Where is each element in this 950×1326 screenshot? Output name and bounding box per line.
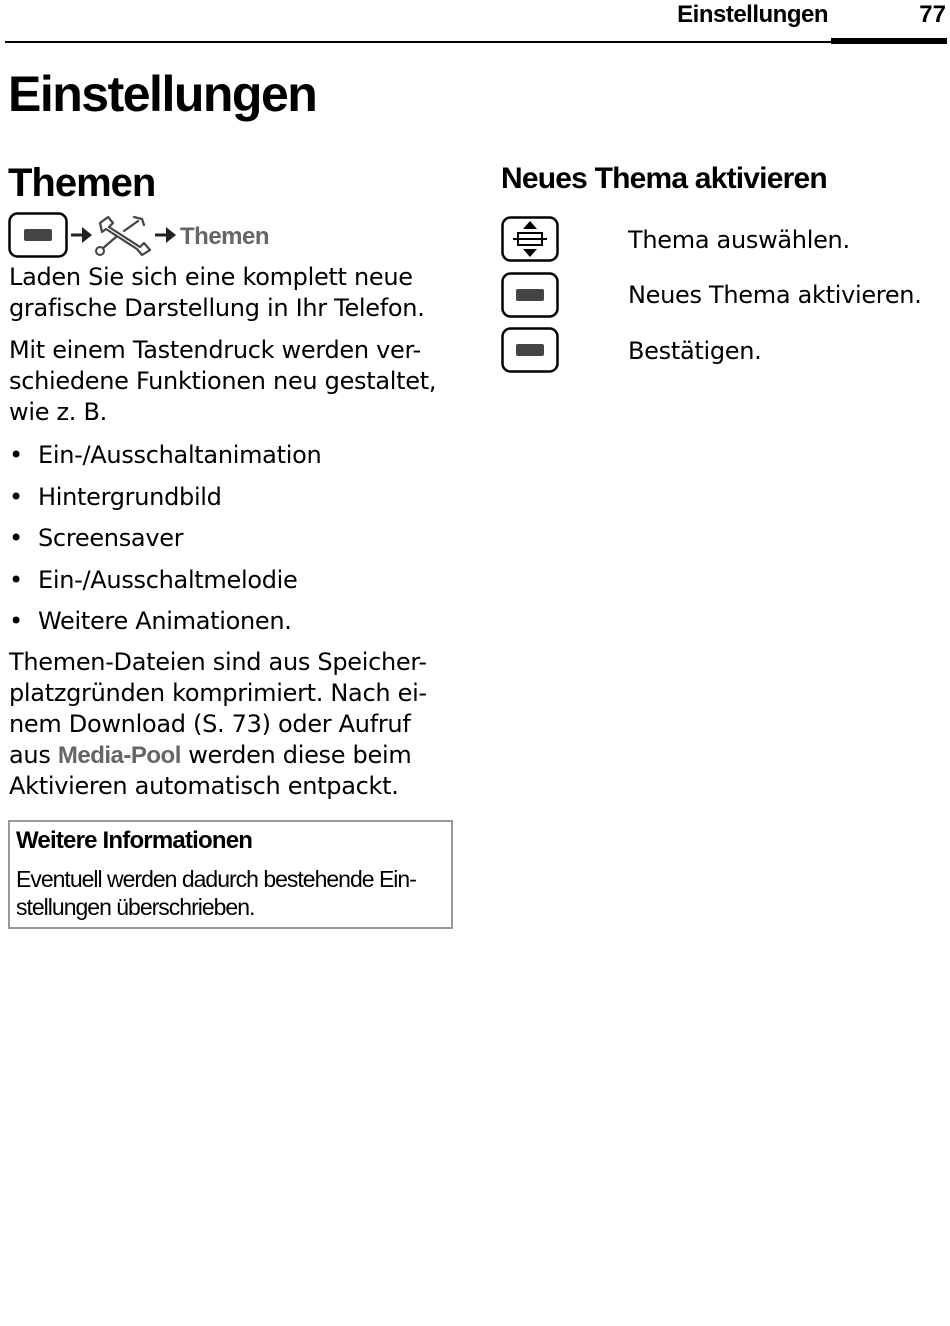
chapter-title: Einstellungen: [8, 66, 317, 122]
list-item: [9, 601, 321, 643]
header-rule: [5, 41, 947, 43]
text-fragment: aus: [9, 741, 58, 769]
info-box-text: [16, 865, 416, 921]
bullet-icon: •: [9, 565, 23, 594]
running-header-title: Einstellungen: [677, 1, 828, 28]
list-item: [9, 477, 321, 519]
menu-path: [8, 213, 269, 261]
text-line: [9, 740, 459, 771]
menu-key-icon: [8, 212, 68, 262]
list-item-text: Ein-/Ausschaltanimation: [38, 441, 322, 469]
arrow-right-icon: [68, 223, 94, 251]
subsection-title: Neues Thema aktivieren: [501, 162, 827, 195]
section-title: Themen: [8, 161, 156, 205]
list-item: [9, 435, 321, 477]
softkey-icon: [501, 272, 559, 322]
list-item-text: Ein-/Ausschaltmelodie: [38, 565, 298, 594]
text-line: wie z. B.: [9, 398, 107, 426]
bullet-icon: •: [9, 482, 23, 511]
text-line: nem Download (S. 73) oder Aufruf: [9, 710, 411, 738]
header-page-tab: [831, 38, 947, 44]
bullet-icon: •: [9, 607, 23, 635]
info-box: [8, 820, 453, 929]
wrench-icon: [94, 213, 152, 261]
text-line: grafische Darstellung in Ihr Telefon.: [9, 294, 425, 322]
list-item-text: Screensaver: [38, 524, 184, 552]
info-box-title: Weitere Informationen: [16, 827, 253, 854]
text-line: Themen-Dateien sind aus Speicher-: [9, 648, 427, 676]
bullet-icon: •: [9, 441, 23, 469]
feature-list: [9, 435, 321, 643]
step-text: Thema auswählen.: [628, 226, 850, 254]
text-line: Aktivieren automatisch entpackt.: [9, 772, 399, 800]
text-line: Mit einem Tastendruck werden ver-: [9, 336, 421, 364]
page-number: 77: [919, 1, 946, 28]
list-item: [9, 560, 321, 602]
list-item-text: Hintergrundbild: [38, 482, 222, 511]
menu-path-label: Themen: [180, 223, 270, 250]
text-line: stellungen überschrieben.: [16, 894, 255, 920]
softkey-icon: [501, 327, 559, 377]
media-pool-link[interactable]: Media-Pool: [57, 742, 181, 769]
arrow-right-icon: [152, 223, 178, 251]
intro-paragraph: [9, 262, 459, 324]
features-paragraph: [9, 335, 459, 428]
list-item: [9, 518, 321, 560]
step-text: Neues Thema aktivieren.: [628, 281, 922, 309]
text-line: platzgründen komprimiert. Nach ei-: [9, 679, 427, 707]
bullet-icon: •: [9, 524, 23, 552]
text-fragment: werden diese beim: [180, 741, 412, 769]
text-line: schiedene Funktionen neu gestaltet,: [9, 367, 437, 395]
text-line: Eventuell werden dadurch bestehende Ein-: [16, 866, 416, 892]
step-text: Bestätigen.: [628, 337, 762, 365]
list-item-text: Weitere Animationen.: [38, 607, 292, 635]
compression-paragraph: [9, 647, 459, 802]
navigation-key-icon: [501, 216, 559, 266]
text-line: Laden Sie sich eine komplett neue: [9, 263, 413, 291]
